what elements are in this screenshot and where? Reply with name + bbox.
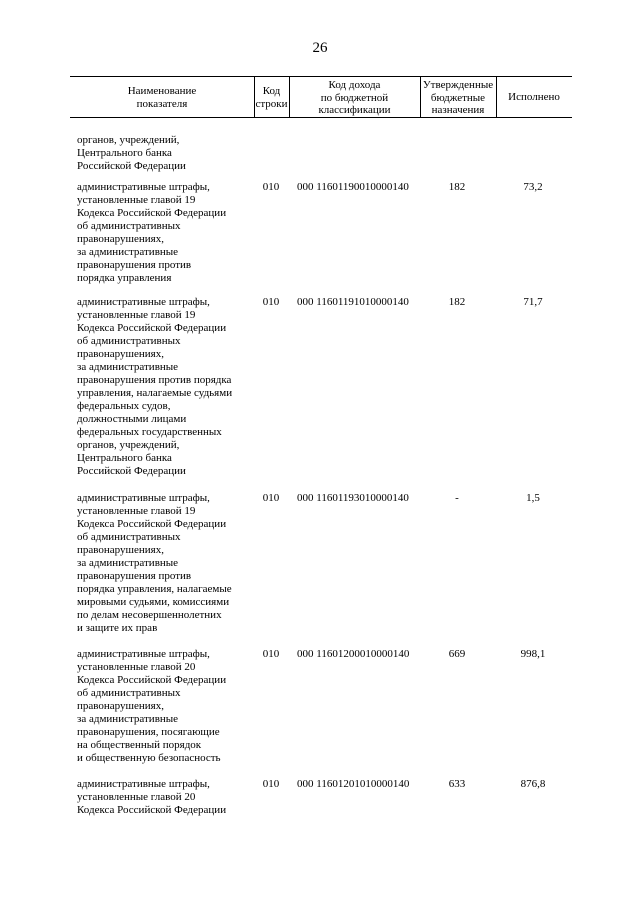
row-executed: 73,2 [523, 181, 543, 193]
row-name: административные штрафы, установленные главой 20 Кодекса Российской Федерации [77, 778, 227, 816]
row-name: административные штрафы, установленные главой 19 Кодекса Российской Федерации об административных правонарушениях, за административные правонарушения против порядка управления [77, 181, 227, 284]
row-line-code: 010 [262, 296, 280, 308]
header-approved: Утвержденные бюджетные назначения [422, 79, 494, 116]
row-approved: 182 [448, 181, 466, 193]
row-approved: 669 [448, 648, 466, 660]
row-executed: 876,8 [520, 778, 546, 790]
row-line-code: 010 [262, 648, 280, 660]
row-name: административные штрафы, установленные главой 19 Кодекса Российской Федерации об административных правонарушениях, за административные правонарушения против порядка управления, налагаемые мировыми судьями, комиссиями по делам несовершеннолетних и защите их прав [77, 492, 232, 634]
row-line-code: 010 [262, 778, 280, 790]
row-line-code: 010 [262, 181, 280, 193]
row-income-code: 000 11601193010000140 [297, 492, 409, 504]
row-income-code: 000 11601201010000140 [297, 778, 410, 790]
header-name: Наименование показателя [127, 85, 197, 110]
row-executed: 1,5 [526, 492, 540, 504]
row-income-code: 000 11601200010000140 [297, 648, 410, 660]
row-income-code: 000 11601190010000140 [297, 181, 409, 193]
row-approved: 633 [448, 778, 466, 790]
header-executed: Исполнено [508, 91, 560, 103]
row-income-code: 000 11601191010000140 [297, 296, 409, 308]
row-name: административные штрафы, установленные главой 19 Кодекса Российской Федерации об административных правонарушениях, за административные правонарушения против порядка управления, налагаемые судьями федеральных судов, должностными лицами федеральных государственных органов, учреждений, Центрального банка Российской Федерации [77, 296, 233, 477]
row-name: органов, учреждений, Центрального банка Российской Федерации [77, 134, 186, 172]
row-line-code: 010 [262, 492, 280, 504]
row-approved: - [455, 492, 459, 504]
row-executed: 71,7 [523, 296, 543, 308]
page-number: 26 [312, 40, 328, 56]
row-name: административные штрафы, установленные главой 20 Кодекса Российской Федерации об административных правонарушениях, за административные правонарушения, посягающие на общественный порядок и общественную безопасность [77, 648, 227, 764]
row-approved: 182 [448, 296, 466, 308]
row-executed: 998,1 [520, 648, 546, 660]
header-income-code: Код дохода по бюджетной классификации [318, 79, 391, 116]
table-header-rule [70, 117, 572, 118]
header-line-code: Код строки [255, 85, 288, 110]
